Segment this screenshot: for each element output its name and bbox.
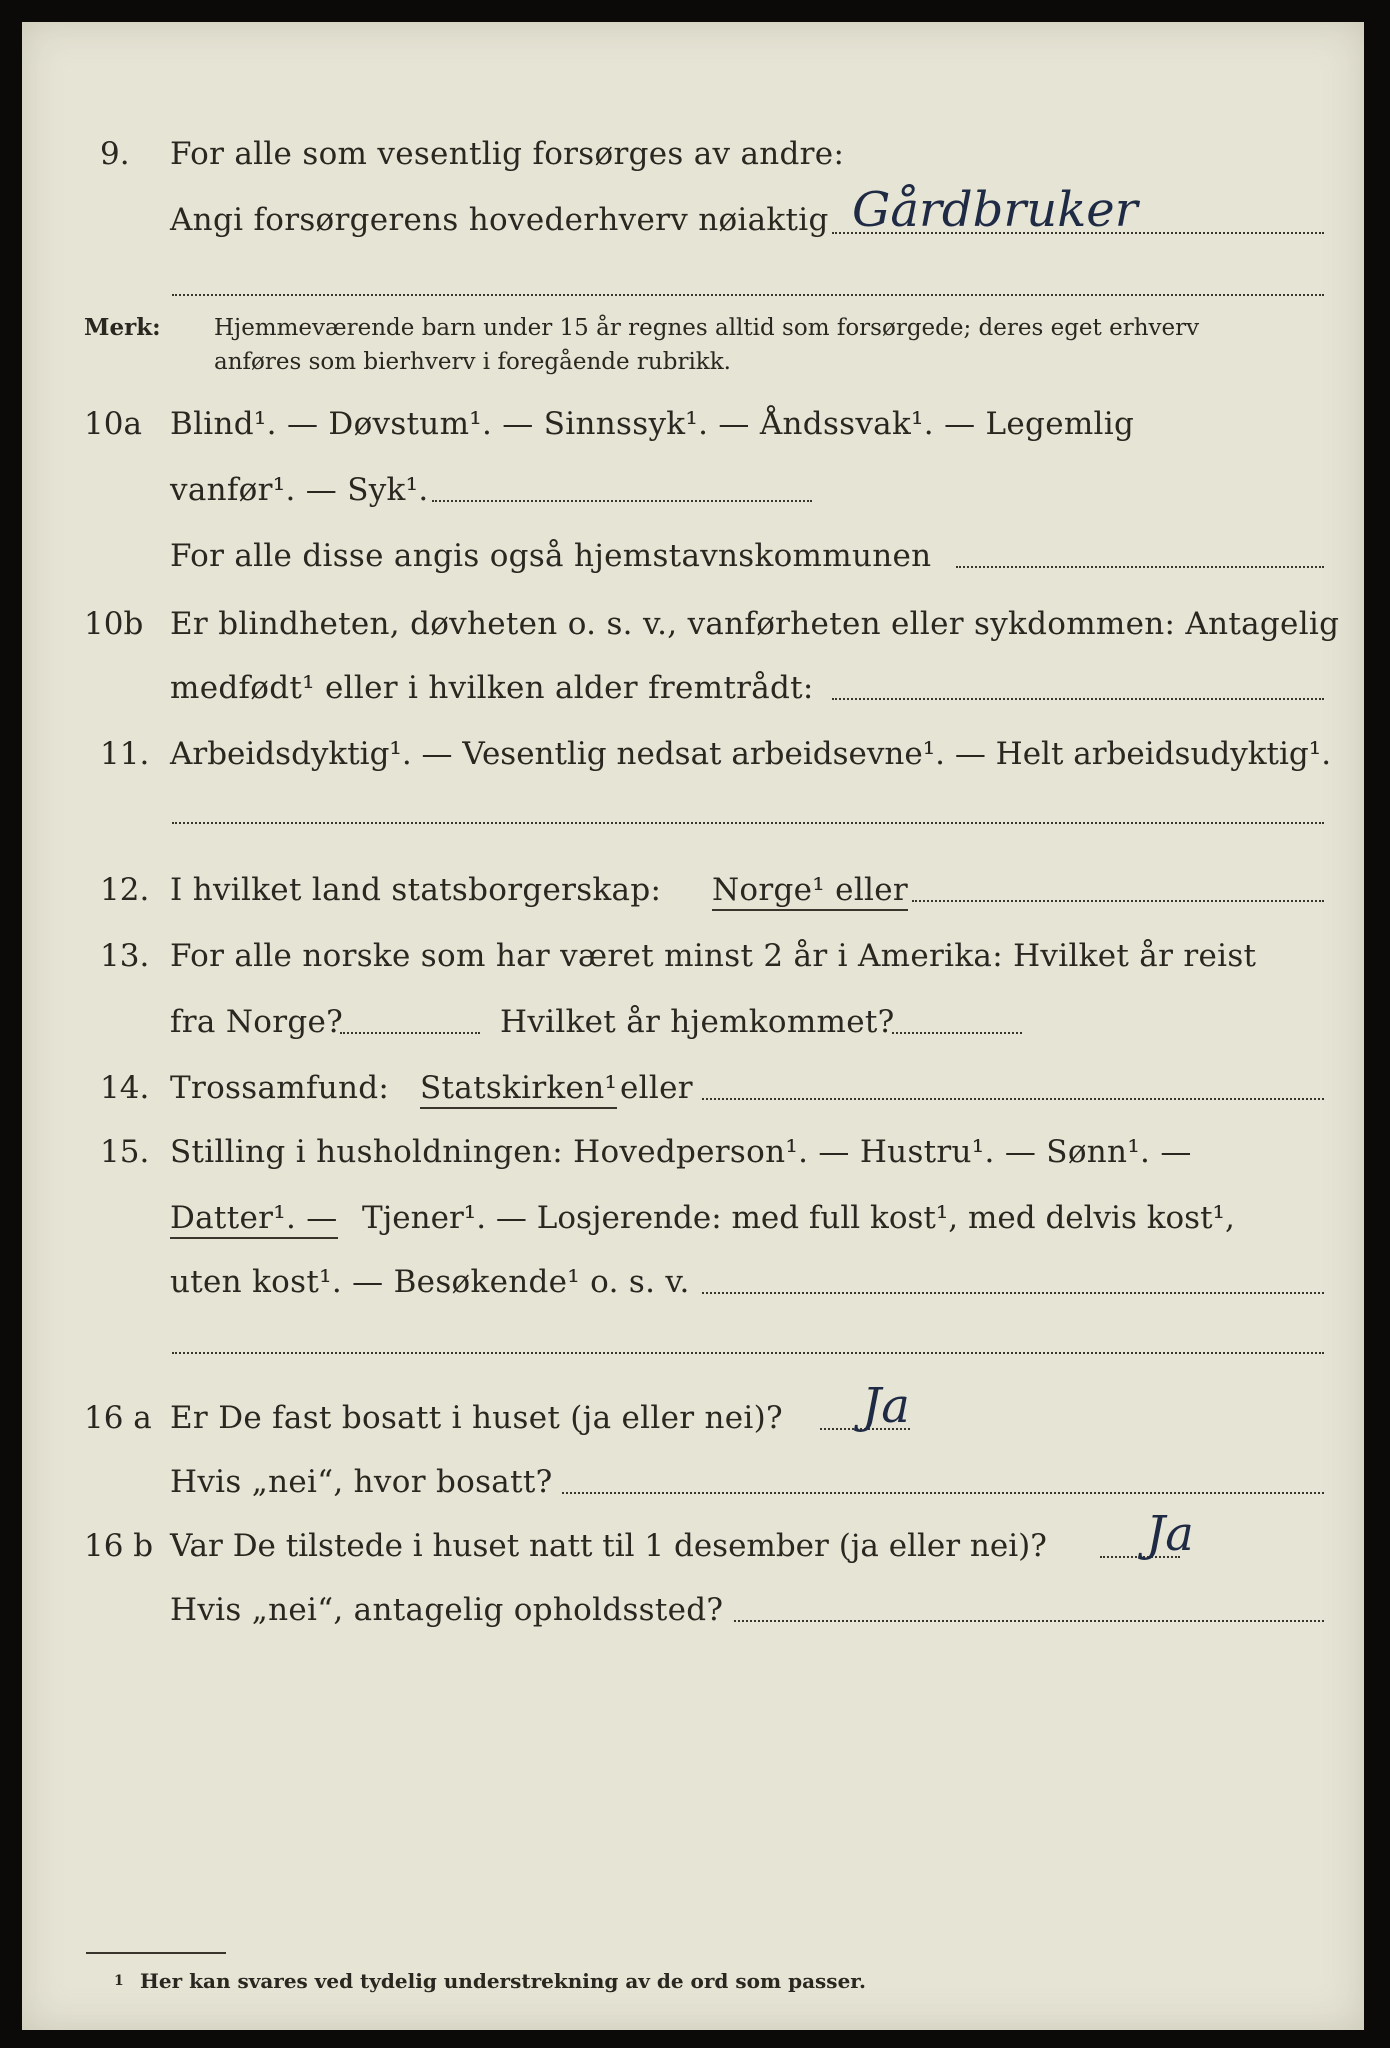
q13-hjemkommet-line[interactable] <box>892 1032 1022 1034</box>
q16a-line2: Hvis „nei“, hvor bosatt? <box>170 1464 553 1500</box>
q12-answer-line[interactable] <box>912 900 1324 902</box>
q9-line1: For alle som vesentlig forsørges av andre: <box>170 136 845 172</box>
q14-underlined: Statskirken¹ <box>420 1070 617 1109</box>
q11-answer-line[interactable] <box>172 822 1324 824</box>
q16b-opholdssted-line[interactable] <box>734 1620 1324 1622</box>
q10b-number: 10b <box>84 606 144 642</box>
merk-line1: Hjemmeværende barn under 15 år regnes alltid som forsørgede; deres eget erhverv <box>214 315 1200 341</box>
q10b-line1: Er blindheten, døvheten o. s. v., vanførheten eller sykdommen: Antagelig <box>170 606 1340 642</box>
merk-line2: anføres som bierhverv i foregående rubrikk. <box>214 349 731 375</box>
q11-number: 11. <box>100 736 150 772</box>
q16a-number: 16 a <box>84 1400 152 1436</box>
q15-number: 15. <box>100 1134 150 1170</box>
q16b-line1: Var De tilstede i huset natt til 1 desember (ja eller nei)? <box>170 1528 1047 1564</box>
q10a-hjemstavn-line[interactable] <box>956 566 1324 568</box>
q12-underlined-wrap <box>712 870 908 910</box>
q14-number: 14. <box>100 1070 150 1106</box>
q10a-number: 10a <box>84 406 142 442</box>
q10a-answer-line[interactable] <box>432 500 812 502</box>
q15-line2: Tjener¹. — Losjerende: med full kost¹, med delvis kost¹, <box>362 1200 1235 1236</box>
q15-extra-line[interactable] <box>172 1352 1324 1354</box>
q15-line1: Stilling i husholdningen: Hovedperson¹. — Hustru¹. — Sønn¹. — <box>170 1134 1192 1170</box>
q15-underlined: Datter¹. — <box>170 1200 338 1239</box>
q9-line2: Angi forsørgerens hovederhverv nøiaktig <box>170 202 829 238</box>
q16b-line2: Hvis „nei“, antagelig opholdssted? <box>170 1592 724 1628</box>
q13-number: 13. <box>100 938 150 974</box>
footnote-rule <box>86 1952 226 1954</box>
q10a-line2: vanfør¹. — Syk¹. <box>170 472 429 508</box>
q15-underlined-wrap <box>170 1198 338 1238</box>
q9-number: 9. <box>100 136 130 172</box>
footnote-text: Her kan svares ved tydelig understrekning av de ord som passer. <box>140 1969 866 1993</box>
q9-extra-line[interactable] <box>172 294 1324 296</box>
q16a-bosatt-line[interactable] <box>562 1492 1324 1494</box>
q15-answer-line[interactable] <box>702 1292 1324 1294</box>
q14-underlined-wrap <box>420 1068 617 1108</box>
q10a-line3: For alle disse angis også hjemstavnskommunen <box>170 538 932 574</box>
q12-number: 12. <box>100 872 150 908</box>
q10b-answer-line[interactable] <box>832 698 1324 700</box>
q10b-line2: medfødt¹ eller i hvilken alder fremtrådt: <box>170 670 814 706</box>
q9-handwritten-answer: Gårdbruker <box>852 182 1138 238</box>
q16b-handwritten-answer: Ja <box>1146 1506 1194 1562</box>
footnote-mark: 1 <box>114 1973 124 1989</box>
q13-line1: For alle norske som har været minst 2 år i Amerika: Hvilket år reist <box>170 938 1257 974</box>
q13-line2a: fra Norge? <box>170 1004 344 1040</box>
q15-line3: uten kost¹. — Besøkende¹ o. s. v. <box>170 1264 690 1300</box>
q14-rest: eller <box>620 1070 693 1106</box>
q12-underlined: Norge¹ eller <box>712 872 908 911</box>
merk-label: Merk: <box>84 314 161 341</box>
q16a-handwritten-answer: Ja <box>862 1378 910 1434</box>
q14-label: Trossamfund: <box>170 1070 390 1106</box>
q10a-line1: Blind¹. — Døvstum¹. — Sinnssyk¹. — Åndssvak¹. — Legemlig <box>170 406 1135 442</box>
q12-line1: I hvilket land statsborgerskap: <box>170 872 662 908</box>
q16b-number: 16 b <box>84 1528 154 1564</box>
census-form-page <box>22 22 1364 2030</box>
q13-line2b: Hvilket år hjemkommet? <box>500 1004 895 1040</box>
q14-answer-line[interactable] <box>702 1098 1324 1100</box>
q11-line1: Arbeidsdyktig¹. — Vesentlig nedsat arbeidsevne¹. — Helt arbeidsudyktig¹. <box>170 736 1332 772</box>
q13-reist-line[interactable] <box>340 1032 480 1034</box>
q16a-line1: Er De fast bosatt i huset (ja eller nei)? <box>170 1400 783 1436</box>
